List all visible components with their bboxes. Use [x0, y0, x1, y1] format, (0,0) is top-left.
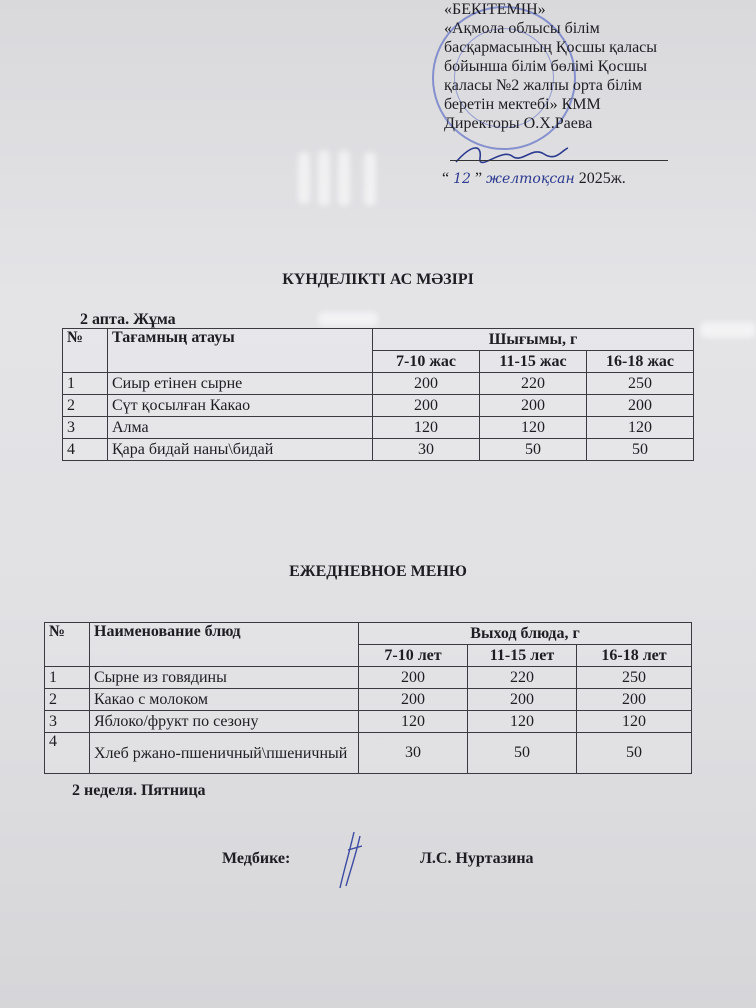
- portion-value: 200: [587, 395, 694, 417]
- row-number: 4: [63, 439, 108, 461]
- approval-line: қаласы №2 жалпы орта білім: [444, 77, 643, 94]
- dish-name: Алма: [108, 417, 373, 439]
- date-open-quote: “: [442, 170, 450, 187]
- portion-value: 200: [373, 373, 480, 395]
- table-row: [45, 667, 692, 689]
- col-header-number: №: [45, 623, 90, 667]
- portion-value: 220: [480, 373, 587, 395]
- portion-value: 120: [468, 711, 577, 733]
- dish-name: Яблоко/фрукт по сезону: [90, 711, 359, 733]
- table-row: [63, 439, 694, 461]
- kz-menu-title: КҮНДЕЛІКТІ АС МӘЗІРІ: [282, 271, 474, 288]
- row-number: 2: [45, 689, 90, 711]
- portion-value: 120: [587, 417, 694, 439]
- nurse-signature: [332, 830, 372, 890]
- row-number: 2: [63, 395, 108, 417]
- portion-value: 220: [468, 667, 577, 689]
- ru-week-label: 2 неделя. Пятница: [72, 782, 206, 799]
- portion-value: 200: [373, 395, 480, 417]
- col-header-age: 16-18 жас: [587, 351, 694, 373]
- portion-value: 50: [587, 439, 694, 461]
- portion-value: 50: [480, 439, 587, 461]
- approval-line: «БЕКІТЕМІН»: [444, 1, 546, 18]
- portion-value: 250: [587, 373, 694, 395]
- portion-value: 200: [468, 689, 577, 711]
- portion-value: 30: [359, 733, 468, 774]
- col-header-number: №: [63, 329, 108, 373]
- dish-name: Сүт қосылған Какао: [108, 395, 373, 417]
- glare: [318, 150, 330, 206]
- approval-line: Директоры О.Х.Раева: [444, 115, 593, 132]
- approval-line: беретін мектебі» КММ: [444, 96, 601, 113]
- portion-value: 120: [373, 417, 480, 439]
- row-number: 3: [63, 417, 108, 439]
- approval-line: бойынша білім бөлімі Қосшы: [444, 58, 647, 75]
- row-number: 1: [63, 373, 108, 395]
- signature-line: [450, 160, 668, 161]
- glare: [338, 150, 350, 206]
- col-header-age: 16-18 лет: [577, 645, 692, 667]
- dish-name: Сиыр етінен сырне: [108, 373, 373, 395]
- date-year: 2025ж.: [578, 170, 626, 187]
- approval-line: «Ақмола облысы білім: [444, 20, 600, 37]
- row-number: 4: [45, 733, 90, 774]
- col-header-output: Шығымы, г: [373, 329, 694, 351]
- portion-value: 30: [373, 439, 480, 461]
- row-number: 3: [45, 711, 90, 733]
- col-header-age: 7-10 лет: [359, 645, 468, 667]
- table-header-row: [45, 623, 692, 645]
- glare: [700, 322, 756, 338]
- table-row: [63, 395, 694, 417]
- portion-value: 50: [468, 733, 577, 774]
- col-header-age: 11-15 лет: [468, 645, 577, 667]
- col-header-output: Выход блюда, г: [359, 623, 692, 645]
- approval-date: [442, 170, 626, 188]
- col-header-age: 7-10 жас: [373, 351, 480, 373]
- portion-value: 120: [577, 711, 692, 733]
- nurse-role: Медбике:: [222, 850, 291, 867]
- dish-name: Хлеб ржано-пшеничный\пшеничный: [90, 733, 359, 774]
- row-number: 1: [45, 667, 90, 689]
- col-header-dish: Наименование блюд: [90, 623, 359, 667]
- glare: [318, 312, 378, 326]
- table-row: [45, 733, 692, 774]
- director-signature: [452, 140, 572, 170]
- glare: [298, 152, 310, 204]
- table-row: [63, 373, 694, 395]
- table-header-row: [63, 329, 694, 351]
- portion-value: 50: [577, 733, 692, 774]
- dish-name: Какао с молоком: [90, 689, 359, 711]
- ru-menu-title: ЕЖЕДНЕВНОЕ МЕНЮ: [289, 563, 467, 580]
- portion-value: 200: [577, 689, 692, 711]
- portion-value: 120: [480, 417, 587, 439]
- date-month: желтоқсан: [486, 171, 575, 187]
- portion-value: 250: [577, 667, 692, 689]
- date-day: 12: [453, 171, 471, 187]
- portion-value: 200: [359, 689, 468, 711]
- approval-block: [444, 0, 744, 133]
- table-row: [45, 711, 692, 733]
- approval-line: басқармасының Қосшы қаласы: [444, 39, 658, 56]
- dish-name: Сырне из говядины: [90, 667, 359, 689]
- portion-value: 120: [359, 711, 468, 733]
- ru-menu-table: [44, 622, 692, 774]
- date-close-quote: ”: [474, 170, 483, 187]
- col-header-age: 11-15 жас: [480, 351, 587, 373]
- table-row: [63, 417, 694, 439]
- table-row: [45, 689, 692, 711]
- col-header-dish: Тағамның атауы: [108, 329, 373, 373]
- portion-value: 200: [480, 395, 587, 417]
- portion-value: 200: [359, 667, 468, 689]
- glare: [364, 152, 376, 206]
- nurse-name: Л.С. Нуртазина: [420, 850, 534, 867]
- kz-menu-table: [62, 328, 694, 461]
- dish-name: Қара бидай наны\бидай: [108, 439, 373, 461]
- kz-week-label: 2 апта. Жұма: [80, 311, 176, 328]
